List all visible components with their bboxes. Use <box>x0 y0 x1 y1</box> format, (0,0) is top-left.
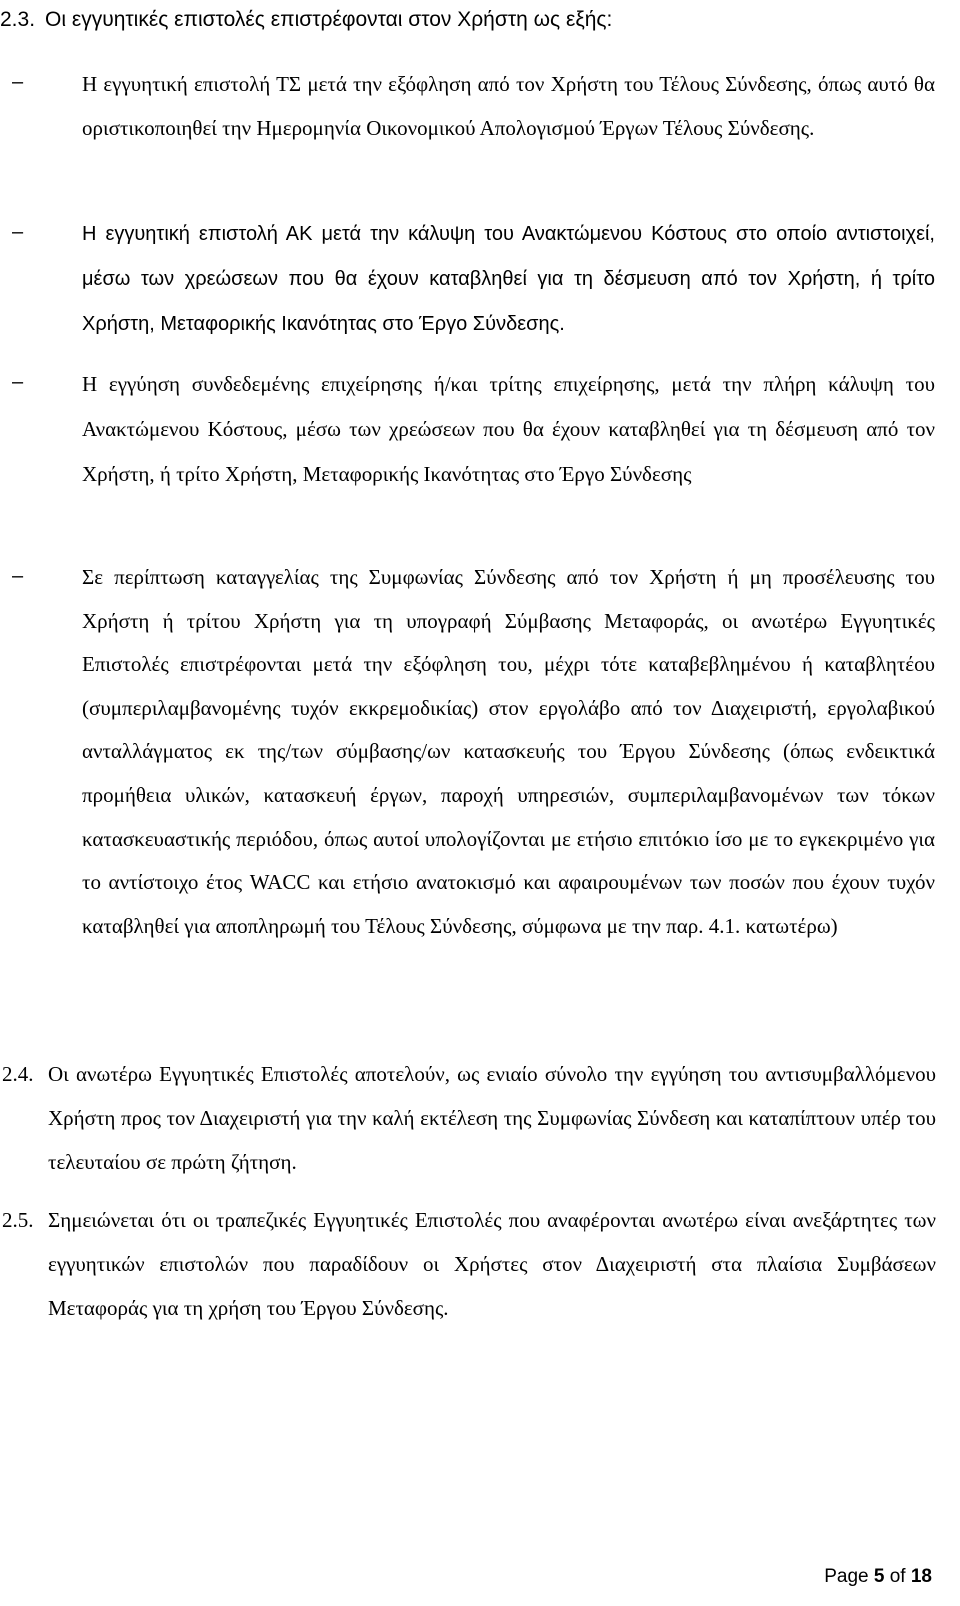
section-2-5 <box>0 1198 940 1330</box>
section-text: Σημειώνεται ότι οι τραπεζικές Εγγυητικές Επιστολές που αναφέρονται ανωτέρω είναι ανεξάρτητες των εγγυητικών επιστολών που παραδίδουν οι Χρήστες στον Διαχειριστή στα πλαίσια Συμβάσεων Μεταφοράς για τη χρήση του Έργου Σύνδεσης. <box>48 1208 936 1320</box>
bullet-text: Η εγγυητική επιστολή ΑΚ μετά την κάλυψη του Ανακτώμενου Κόστους στο οποίο αντιστοιχεί, μέσω των χρεώσεων που θα έχουν καταβληθεί για τη δέσμευση από τον Χρήστη, ή τρίτο Χρήστη, Μεταφορικής Ικανότητας στο Έργο Σύνδεσης. <box>82 223 935 335</box>
section-heading-text: Οι εγγυητικές επιστολές επιστρέφονται στον Χρήστη ως εξής: <box>45 8 613 31</box>
page-number: 5 <box>873 1566 885 1587</box>
section-number: 2.4. <box>2 1062 34 1086</box>
bullet-dash: – <box>12 71 24 93</box>
page-footer <box>824 1562 932 1592</box>
total-pages: 18 <box>910 1566 932 1587</box>
section-number: 2.5. <box>2 1208 34 1232</box>
bullet-text: Η εγγύηση συνδεδεμένης επιχείρησης ή/και τρίτης επιχείρησης, μετά την πλήρη κάλυψη του Ανακτώμενου Κόστους, μέσω των χρεώσεων που θα έχουν καταβληθεί για τη δέσμευση από τον Χρήστη, ή τρίτο Χρήστη, Μεταφορικής Ικανότητας στο Έργο Σύνδεσης <box>82 372 935 486</box>
bullet-dash: – <box>12 371 24 393</box>
section-text: Οι ανωτέρω Εγγυητικές Επιστολές αποτελούν, ως ενιαίο σύνολο την εγγύηση του αντισυμβαλλόμενου Χρήστη προς τον Διαχειριστή για την καλή εκτέλεση της Συμφωνίας Σύνδεση και καταπίπτουν υπέρ του τελευταίου σε πρώτη ζήτηση. <box>48 1062 936 1174</box>
section-number: 2.3. <box>0 8 36 31</box>
bullet-text: Η εγγυητική επιστολή ΤΣ μετά την εξόφληση από τον Χρήστη του Τέλους Σύνδεσης, όπως αυτό θα οριστικοποιηθεί την Ημερομηνία Οικονομικού Απολογισμού Έργων Τέλους Σύνδεσης. <box>82 72 935 140</box>
bullet-dash: – <box>12 565 24 587</box>
bullet-dash: – <box>12 221 24 243</box>
section-2-3-heading <box>0 0 930 40</box>
page-word: Page <box>824 1566 869 1587</box>
of-word: of <box>889 1566 906 1587</box>
bullet-text: Σε περίπτωση καταγγελίας της Συμφωνίας Σύνδεσης από τον Χρήστη ή μη προσέλευσης του Χρήστη ή τρίτου Χρήστη για τη υπογραφή Σύμβασης Μεταφοράς, οι ανωτέρω Εγγυητικές Επιστολές επιστρέφονται μετά την εξόφληση του, μέχρι τότε καταβεβλημένου ή καταβλητέου (συμπεριλαμβανομένης τυχόν εκκρεμοδικίας) στον εργολάβο από τον Διαχειριστή, εργολαβικού ανταλλάγματος εκ της/των σύμβασης/ων κατασκευής του Έργου Σύνδεσης (όπως ενδεικτικά προμήθεια υλικών, κατασκευή έργων, παροχή υπηρεσιών, συμπεριλαμβανομένων των τόκων κατασκευαστικής περιόδου, όπως αυτοί υπολογίζονται με ετήσιο επιτόκιο ίσο με το εγκεκριμένο για το αντίστοιχο έτος WACC και ετήσιο ανατοκισμό και αφαιρουμένων των ποσών που έχουν τυχόν καταβληθεί για αποπληρωμή του Τέλους Σύνδεσης, σύμφωνα με την παρ. 4.1. κατωτέρω) <box>82 565 935 938</box>
section-2-4 <box>0 1052 940 1184</box>
